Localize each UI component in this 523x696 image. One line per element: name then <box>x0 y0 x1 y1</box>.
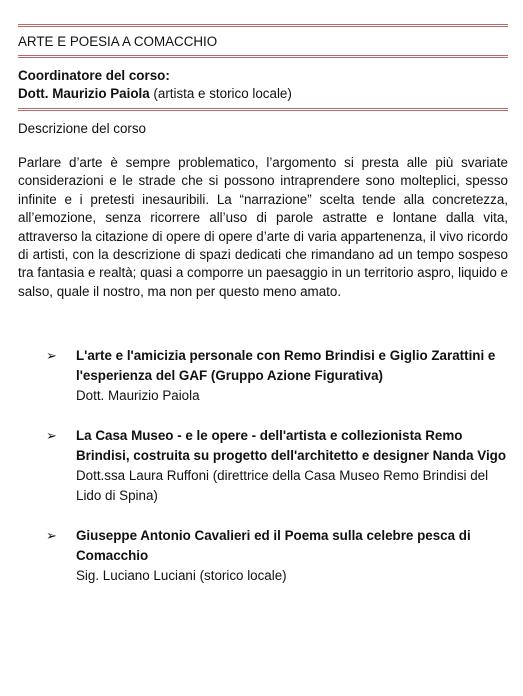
description-heading: Descrizione del corso <box>18 121 147 136</box>
list-item <box>46 346 508 406</box>
coordinator-label: Coordinatore del corso: <box>18 68 170 83</box>
list-item <box>46 426 508 506</box>
top-divider <box>18 24 508 27</box>
arrowhead-bullet-icon: ➢ <box>46 428 57 443</box>
coordinator-name: Dott. Maurizio Paiola <box>18 86 150 101</box>
topic-title: Giuseppe Antonio Cavalieri ed il Poema sulla celebre pesca di Comacchio <box>76 528 471 563</box>
topic-speaker: Sig. Luciano Luciani (storico locale) <box>76 568 287 583</box>
topic-title: L'arte e l'amicizia personale con Remo Brindisi e Giglio Zarattini e l'esperienza del GAF (Gruppo Azione Figurativa) <box>76 348 496 383</box>
course-title: ARTE E POESIA A COMACCHIO <box>18 34 218 49</box>
topic-title: La Casa Museo - e le opere - dell'artista e collezionista Remo Brindisi, costruita su progetto dell'architetto e designer Nanda Vigo <box>76 428 507 463</box>
topic-speaker: Dott.ssa Laura Ruffoni (direttrice della Casa Museo Remo Brindisi del Lido di Spina) <box>76 468 489 503</box>
coordinator-line <box>18 85 292 102</box>
coordinator-role: (artista e storico locale) <box>149 86 292 101</box>
divider <box>18 55 508 58</box>
arrowhead-bullet-icon: ➢ <box>46 528 57 543</box>
list-item <box>46 526 508 586</box>
divider <box>18 108 508 111</box>
topic-speaker: Dott. Maurizio Paiola <box>76 388 200 403</box>
topic-list <box>46 346 508 586</box>
arrowhead-bullet-icon: ➢ <box>46 348 57 363</box>
description-body: Parlare d’arte è sempre problematico, l’argomento si presta alle più svariate considerazioni e le strade che si possono intraprendere sono molteplici, spesso infinite e i pretesti inesauribili. La “narrazione” scelta tende alla concretezza, all’emozione, senza ricorrere all’uso di parole astratte e lontane dalla vita, attraverso la citazione di opere di opere d’arte di varia appartenenza, il vivo ricordo di artisti, con la descrizione di spazi dedicati che rimandano ad un tempo sospeso tra fantasia e realtà; quasi a comporre un paesaggio in un territorio aspro, liquido e salso, quale il nostro, ma non per questo meno amato. <box>18 155 508 299</box>
